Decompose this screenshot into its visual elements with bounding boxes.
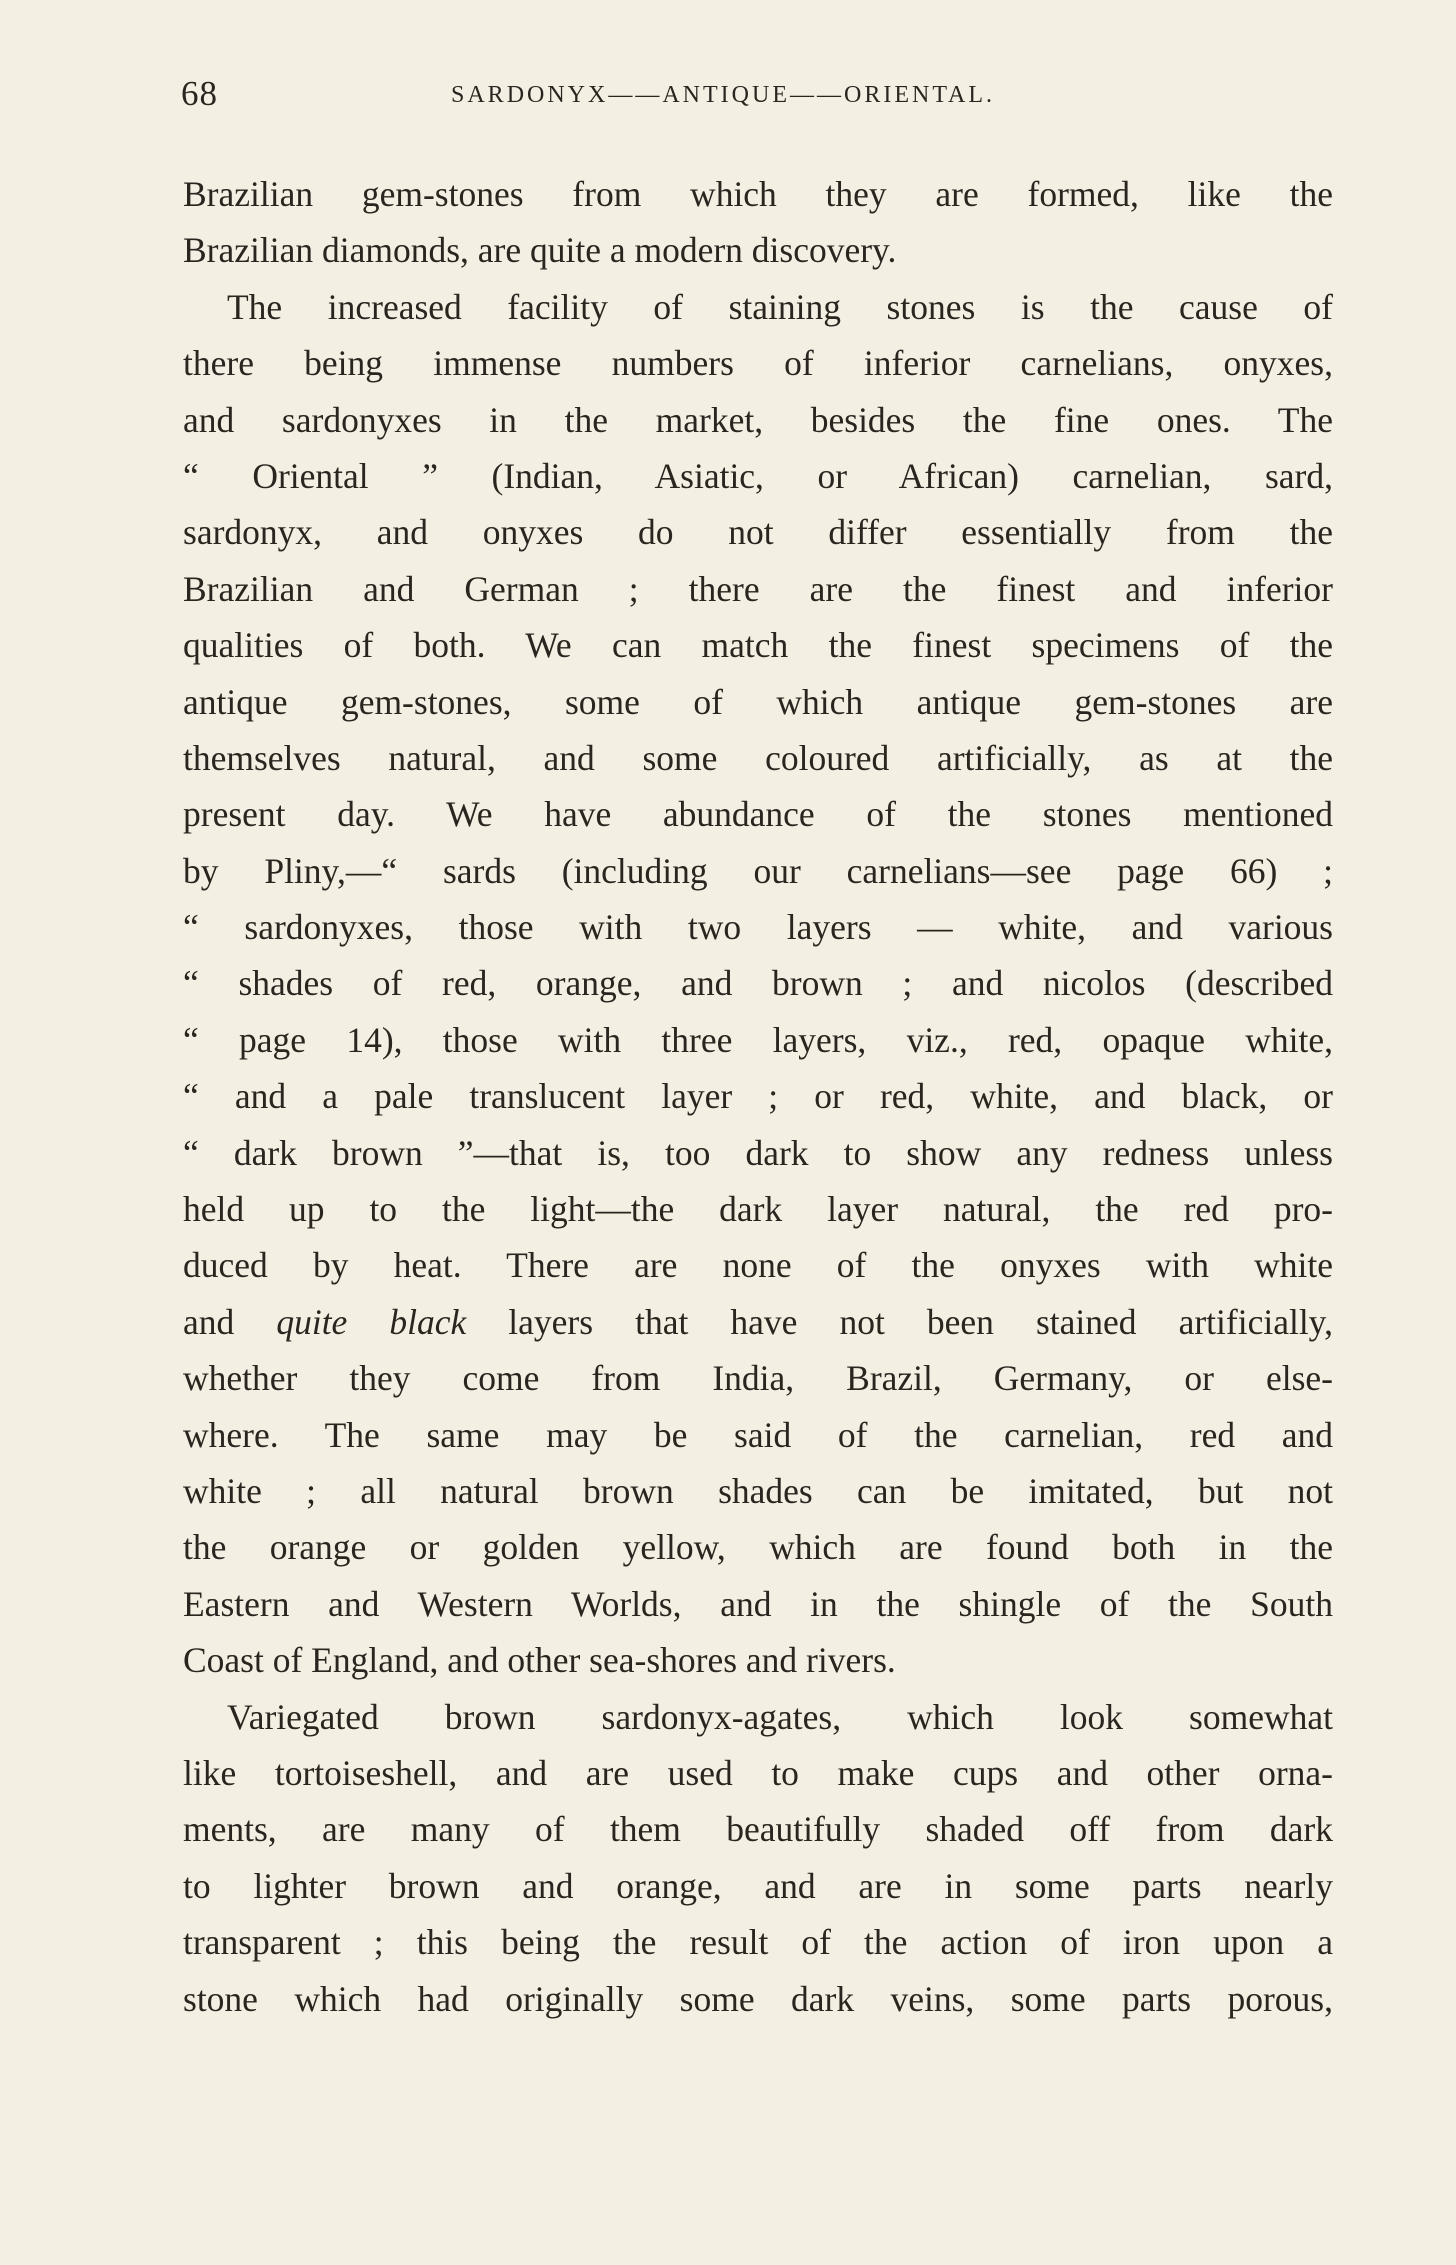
text-line: stone which had originally some dark veins, some parts porous,	[183, 1978, 1333, 2019]
text-line: themselves natural, and some coloured artificially, as at the	[183, 737, 1333, 778]
text-line: there being immense numbers of inferior carnelians, onyxes,	[183, 343, 1333, 384]
text-line: “ and a pale translucent layer ; or red, white, and black, or	[183, 1076, 1333, 1117]
running-head: SARDONYX——ANTIQUE——ORIENTAL.	[451, 82, 996, 108]
text-run: and	[183, 1301, 277, 1342]
text-line: whether they come from India, Brazil, Germany, or else-	[183, 1358, 1333, 1399]
page-header	[181, 74, 1331, 124]
text-line: “ sardonyxes, those with two layers — white, and various	[183, 907, 1333, 948]
text-line: present day. We have abundance of the stones mentioned	[183, 794, 1333, 835]
text-line: and sardonyxes in the market, besides the fine ones. The	[183, 399, 1333, 440]
text-line: Brazilian gem-stones from which they are formed, like the	[183, 174, 1333, 214]
text-line: white ; all natural brown shades can be imitated, but not	[183, 1470, 1333, 1511]
text-line: “ page 14), those with three layers, viz., red, opaque white,	[183, 1019, 1333, 1060]
text-line: Brazilian diamonds, are quite a modern discovery.	[183, 230, 897, 271]
text-run: layers that have not been stained artificially,	[466, 1301, 1334, 1342]
text-line: Eastern and Western Worlds, and in the shingle of the South	[183, 1583, 1333, 1624]
text-line: where. The same may be said of the carnelian, red and	[183, 1414, 1333, 1455]
text-line: The increased facility of staining stones is the cause of	[227, 286, 1333, 327]
text-line: “ Oriental ” (Indian, Asiatic, or African) carnelian, sard,	[183, 455, 1333, 496]
text-line: Variegated brown sardonyx-agates, which look somewhat	[227, 1696, 1333, 1737]
text-line: by Pliny,—“ sards (including our carnelians—see page 66) ;	[183, 850, 1333, 891]
text-line: qualities of both. We can match the finest specimens of the	[183, 625, 1333, 666]
text-line: duced by heat. There are none of the onyxes with white	[183, 1245, 1333, 1286]
body-text	[183, 166, 1333, 2027]
text-line-with-italic	[183, 1294, 1333, 1350]
text-line: to lighter brown and orange, and are in some parts nearly	[183, 1865, 1333, 1906]
text-line: like tortoiseshell, and are used to make cups and other orna-	[183, 1752, 1333, 1793]
text-line: the orange or golden yellow, which are found both in the	[183, 1527, 1333, 1568]
text-line: Coast of England, and other sea-shores and rivers.	[183, 1640, 896, 1681]
text-line: “ shades of red, orange, and brown ; and nicolos (described	[183, 963, 1333, 1004]
text-line: held up to the light—the dark layer natural, the red pro-	[183, 1189, 1333, 1230]
text-line: sardonyx, and onyxes do not differ essentially from the	[183, 512, 1333, 553]
text-line: transparent ; this being the result of the action of iron upon a	[183, 1922, 1333, 1963]
page-number: 68	[181, 74, 218, 113]
italic-phrase: quite black	[276, 1301, 467, 1342]
text-line: “ dark brown ”—that is, too dark to show any redness unless	[183, 1132, 1333, 1173]
text-line: Brazilian and German ; there are the finest and inferior	[183, 568, 1333, 609]
text-line: antique gem-stones, some of which antique gem-stones are	[183, 681, 1333, 722]
text-line: ments, are many of them beautifully shaded off from dark	[183, 1809, 1333, 1850]
